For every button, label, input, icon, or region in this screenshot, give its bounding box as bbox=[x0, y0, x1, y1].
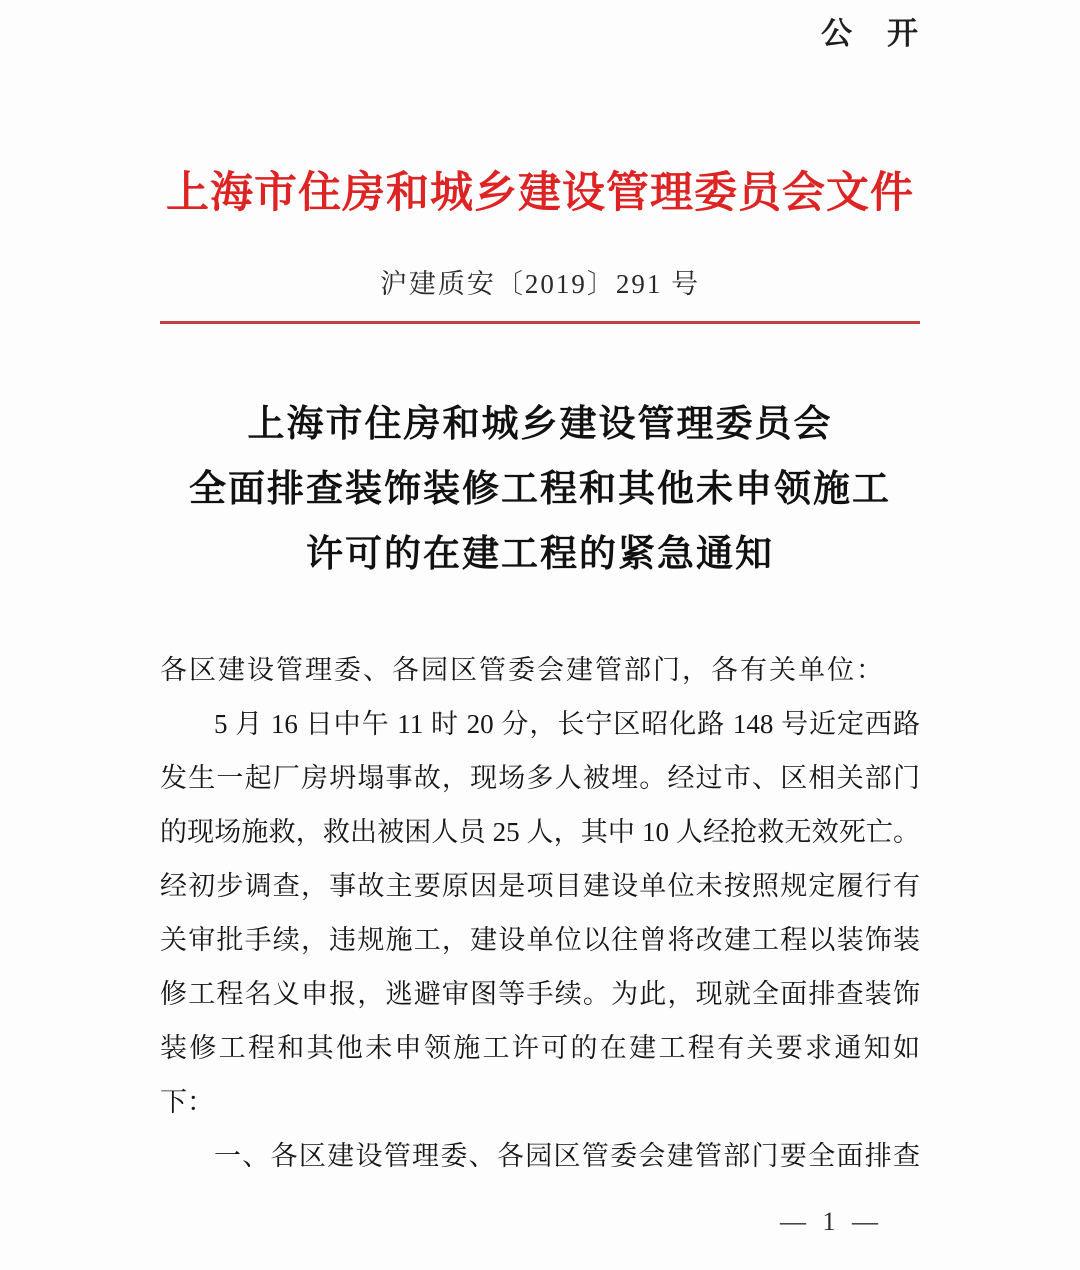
body-line: 关审批手续，违规施工，建设单位以往曾将改建工程以装饰装 bbox=[160, 925, 920, 955]
document-number: 沪建质安〔2019〕291 号 bbox=[379, 269, 701, 299]
body-line: 的现场施救，救出被困人员 25 人，其中 10 人经抢救无效死亡。 bbox=[160, 817, 920, 847]
body-line: 经初步调查，事故主要原因是项目建设单位未按照规定履行有 bbox=[160, 871, 920, 901]
header-divider-line bbox=[160, 321, 920, 324]
body-line: 下： bbox=[160, 1087, 214, 1117]
page-number: — 1 — bbox=[780, 1207, 883, 1236]
classification-mark: 公 开 bbox=[821, 16, 920, 51]
notice-title-line-3: 许可的在建工程的紧急通知 bbox=[306, 534, 774, 575]
notice-title-line-2: 全面排查装饰装修工程和其他未申领施工 bbox=[189, 469, 891, 510]
body-line: 5 月 16 日中午 11 时 20 分，长宁区昭化路 148 号近定西路 bbox=[214, 709, 920, 739]
document-header-title: 上海市住房和城乡建设管理委员会文件 bbox=[166, 170, 914, 217]
body-line: 装修工程和其他未申领施工许可的在建工程有关要求通知如 bbox=[160, 1033, 920, 1063]
notice-title bbox=[160, 392, 920, 587]
salutation-line: 各区建设管理委、各园区管委会建管部门，各有关单位： bbox=[160, 655, 885, 685]
body-line: 一、各区建设管理委、各园区管委会建管部门要全面排查 bbox=[214, 1141, 920, 1171]
body-line: 修工程名义申报，逃避审图等手续。为此，现就全面排查装饰 bbox=[160, 979, 920, 1009]
body-line: 发生一起厂房坍塌事故，现场多人被埋。经过市、区相关部门 bbox=[160, 763, 920, 793]
notice-title-line-1: 上海市住房和城乡建设管理委员会 bbox=[247, 404, 833, 445]
body-text bbox=[160, 643, 920, 1183]
